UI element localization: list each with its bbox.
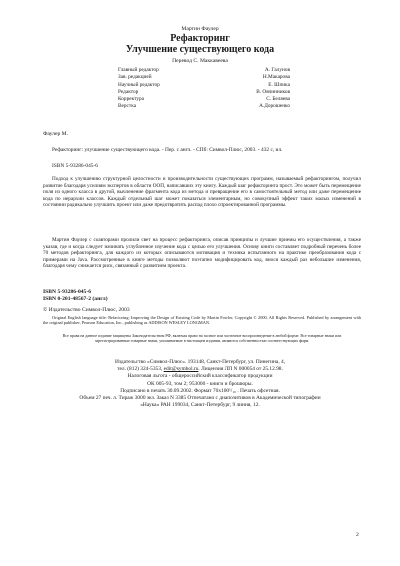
staff-row xyxy=(118,89,290,96)
tax-benefit-line: Налоговая льгота - общероссийский классификатор продукции xyxy=(127,373,273,380)
staff-role: Корректура xyxy=(118,96,144,103)
staff-row xyxy=(118,82,290,89)
staff-row xyxy=(118,103,290,110)
bibliographic-record: Рефакторинг: улучшение существующего кода. - Пер. с англ. - СПб: Символ-Плюс, 2003. - 432 с, ил. xyxy=(52,147,283,153)
staff-role: Главный редактор xyxy=(118,67,159,73)
publisher-phone: тел. (812) 324-5353, xyxy=(117,366,164,373)
staff-row xyxy=(118,74,290,81)
staff-name: В. Овчинников xyxy=(256,88,290,95)
isbn-russian: ISBN 5-93286-045-6 xyxy=(43,289,92,295)
book-title: Рефакторинг xyxy=(170,33,230,44)
author-name: Мартин Фаулер xyxy=(181,26,219,32)
classifier-line: ОК 005-93, том 2; 953000 - книги и брошюры. xyxy=(147,380,253,387)
original-title-notice: Original English language title: Refactoring: Improving the Design of Existing Code by Martin Fowler, Copyright © 2000, All Rights Reserved. Published by arrangement with the original publisher, Pearson Education, Inc., publishing as ADDISON WESLEY LONGMAN. xyxy=(43,315,361,326)
publisher-address: Издательство «Символ-Плюс». 193148, Санкт-Петербург, ул. Пинегина, 4, xyxy=(114,359,286,365)
staff-role: Редактор xyxy=(118,88,139,95)
staff-name: А.Дорошенко xyxy=(259,103,290,110)
print-run-line: Объем 27 печ. л. Тираж 3000 экз. Заказ N 3385 Отпечатано с диапозитивов в Академической типографии xyxy=(79,395,321,402)
staff-row xyxy=(118,96,290,103)
print-signed-line: Подписано в печать 30.09.2002. Формат 70х100¹/₁₆ . Печать офсетная. xyxy=(120,387,280,394)
staff-role: Зав. редакцией xyxy=(118,74,152,81)
publisher-block xyxy=(0,359,400,409)
page-number: 2 xyxy=(356,532,359,538)
isbn-line: ISBN 5-93286-045-6 xyxy=(52,163,98,169)
publisher-license: . Лицензия ЛП N 000054 от 25.12.98. xyxy=(198,366,283,373)
printing-house-line: «Наука» РАН 199034, Санкт-Петербург, 9 линия, 12. xyxy=(140,402,260,409)
copyright-line: © Издательство Символ-Плюс, 2003 xyxy=(43,307,130,313)
publisher-email-link[interactable]: edit@symbol.ru xyxy=(163,366,199,373)
book-subtitle: Улучшение существующего кода xyxy=(125,44,275,55)
editorial-staff-list xyxy=(118,67,290,111)
isbn-english: ISBN 0-201-48567-2 (англ) xyxy=(43,296,108,302)
author-heading: Фаулер М. xyxy=(43,131,69,137)
staff-role: Верстка xyxy=(118,103,137,110)
annotation-paragraph: Мартин Фаулер с соавторами пролили свет на процесс рефакторинга, описав принципы и лучшие приемы его осуществления, а также указав, где и когда следует начинать углубленное изучение кода с целью его улучшения. Основу книги составляет подробный перечень более 70 методов рефакторинга, для каждого из которых описываются мотивация и техника испытанного на практике преобразования кода с примерами на Java. Рассмотренные в книге методы позволяют поэтапно модифицировать код, внося каждый раз небольшие изменения, благодаря чему снижается риск, связанный с развитием проекта. xyxy=(43,237,361,270)
staff-name: С. Беляева xyxy=(266,96,290,103)
translator-credit: Перевод С. Маккавеева xyxy=(172,58,228,64)
staff-name: Е. Шпика xyxy=(268,81,290,88)
staff-role: Научный редактор xyxy=(118,81,160,88)
staff-name: Н.Макарова xyxy=(262,74,290,81)
rights-notice: Все права на данное издание защищены Законодательством РФ, включая право на полное или частичное воспроизведение в любой форме. Все товарные знаки или зарегистрированные товарные знаки, упоминаемые в настоящем издании, являются собственностью соответствующих фирм. xyxy=(62,333,342,343)
staff-name: А. Галунов xyxy=(264,67,290,73)
annotation-paragraph: Подход к улучшению структурной целостности и производительности существующих программ, называемый рефакторингом, получил развитие благодаря усилиям экспертов в области ООП, написавших эту книгу. Каждый шаг рефакторинга прост. Это может быть перемещение поля из одного класса в другой, вычленение фрагмента кода из метода и превращение его в самостоятельный метод или даже перемещение кода по иерархии классов. Каждый отдельный шаг может показаться элементарным, но совокупный эффект таких малых изменений в состоянии радикально улучшить проект или даже предотвратить распад плохо спроектированной программы. xyxy=(43,176,361,209)
